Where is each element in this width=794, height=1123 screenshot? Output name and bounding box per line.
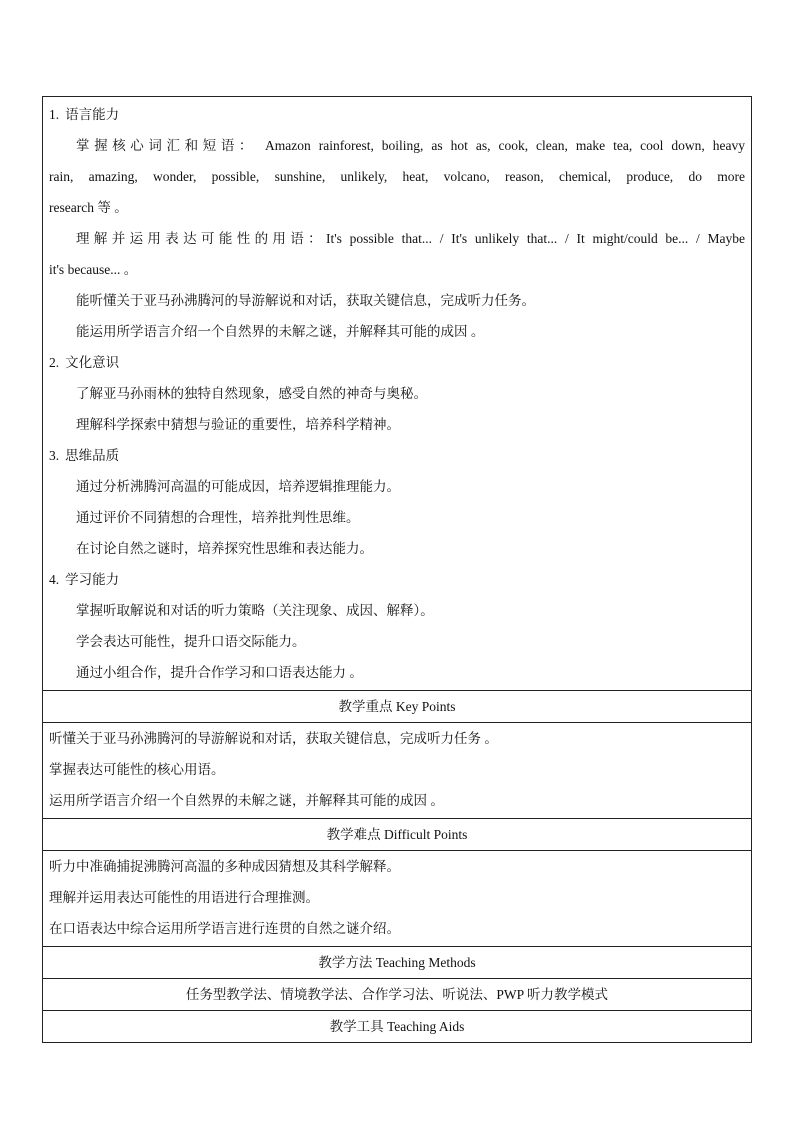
- key-points-row: [43, 723, 752, 819]
- methods-title: 教学方法 Teaching Methods: [43, 947, 752, 979]
- difficult-points-header-row: [43, 819, 752, 851]
- section-heading-language: 1. 语言能力: [49, 107, 120, 122]
- methods-content: 任务型教学法、情境教学法、合作学习法、听说法、PWP 听力教学模式: [43, 979, 752, 1011]
- key-points-title: 教学重点 Key Points: [43, 691, 752, 723]
- section-heading-learning: 4. 学习能力: [49, 572, 120, 587]
- section-heading-culture: 2. 文化意识: [49, 355, 120, 370]
- objective-item: 理解并运用表达可能性的用语：It's possible that... / It's unlikely that... / It might/could be... / Maybe: [76, 231, 745, 246]
- objective-item: 掌握听取解说和对话的听力策略（关注现象、成因、解释）。: [76, 603, 434, 618]
- key-point-item: 听懂关于亚马孙沸腾河的导游解说和对话，获取关键信息，完成听力任务 。: [49, 731, 498, 746]
- objective-item: 学会表达可能性，提升口语交际能力。: [76, 634, 306, 649]
- methods-header-row: [43, 947, 752, 979]
- key-points-header-row: [43, 691, 752, 723]
- section-heading-thinking: 3. 思维品质: [49, 448, 120, 463]
- objective-item: 通过小组合作，提升合作学习和口语表达能力 。: [76, 665, 363, 680]
- objective-item: 能听懂关于亚马孙沸腾河的导游解说和对话，获取关键信息，完成听力任务。: [76, 293, 535, 308]
- objective-item: 理解科学探索中猜想与验证的重要性，培养科学精神。: [76, 417, 400, 432]
- objective-item: 了解亚马孙雨林的独特自然现象，感受自然的神奇与奥秘。: [76, 386, 427, 401]
- objectives-row: [43, 97, 752, 691]
- objective-item: 能运用所学语言介绍一个自然界的未解之谜，并解释其可能的成因 。: [76, 324, 485, 339]
- lesson-plan-table: [42, 96, 752, 1043]
- difficult-points-row: [43, 851, 752, 947]
- objective-item: 通过评价不同猜想的合理性，培养批判性思维。: [76, 510, 360, 525]
- difficult-point-item: 理解并运用表达可能性的用语进行合理推测。: [49, 890, 319, 905]
- aids-title: 教学工具 Teaching Aids: [43, 1011, 752, 1043]
- objectives-cell: [43, 97, 752, 691]
- key-point-item: 掌握表达可能性的核心用语。: [49, 762, 225, 777]
- difficult-point-item: 在口语表达中综合运用所学语言进行连贯的自然之谜介绍。: [49, 921, 400, 936]
- objective-item: 通过分析沸腾河高温的可能成因，培养逻辑推理能力。: [76, 479, 400, 494]
- key-point-item: 运用所学语言介绍一个自然界的未解之谜，并解释其可能的成因 。: [49, 793, 444, 808]
- difficult-points-title: 教学难点 Difficult Points: [43, 819, 752, 851]
- difficult-point-item: 听力中准确捕捉沸腾河高温的多种成因猜想及其科学解释。: [49, 859, 400, 874]
- objective-item: research 等 。: [49, 200, 128, 215]
- aids-header-row: [43, 1011, 752, 1043]
- difficult-points-cell: [43, 851, 752, 947]
- methods-row: [43, 979, 752, 1011]
- key-points-cell: [43, 723, 752, 819]
- objective-item: rain, amazing, wonder, possible, sunshine, unlikely, heat, volcano, reason, chemical, produce, do more: [49, 169, 745, 184]
- objective-item: it's because... 。: [49, 262, 138, 277]
- objective-item: 在讨论自然之谜时，培养探究性思维和表达能力。: [76, 541, 373, 556]
- objective-item: 掌握核心词汇和短语： Amazon rainforest, boiling, as hot as, cook, clean, make tea, cool down, heavy: [76, 138, 745, 153]
